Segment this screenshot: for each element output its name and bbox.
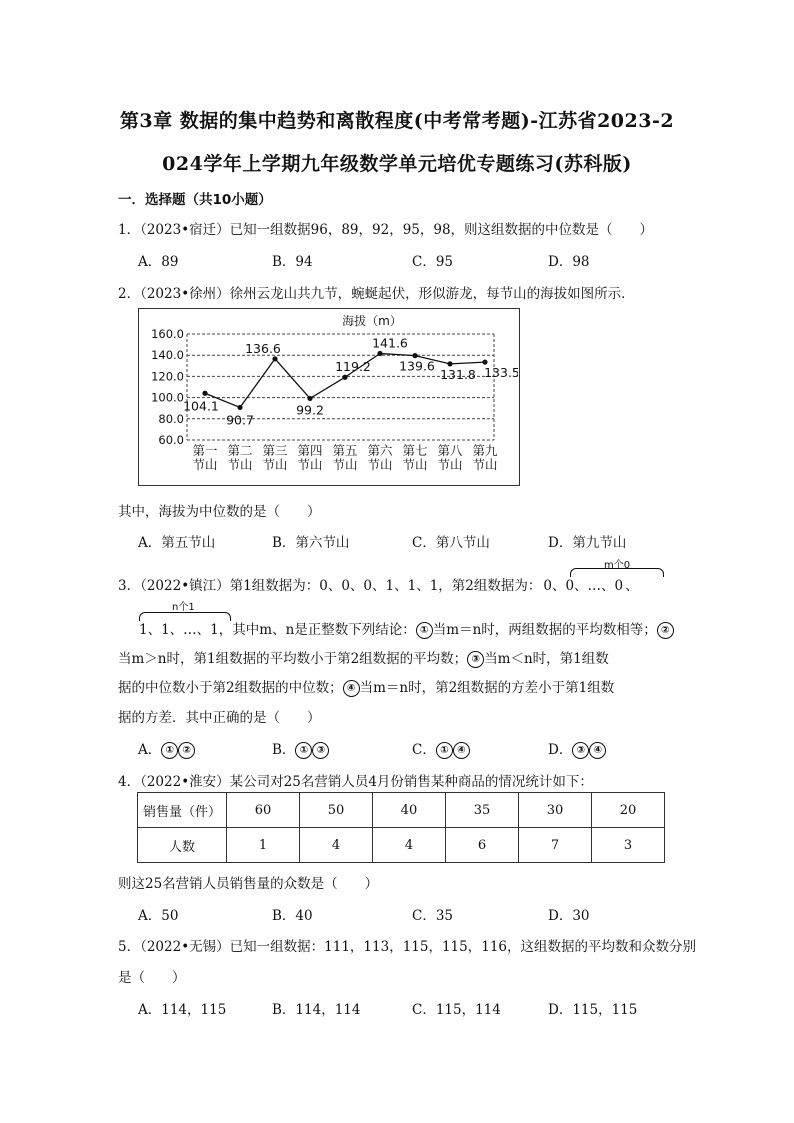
q1-option-b: B．94 xyxy=(272,254,313,270)
x-tick-label: 第一节山 xyxy=(192,443,218,472)
q4-option-d: D．30 xyxy=(548,908,590,924)
chart-title: 海拔（m） xyxy=(342,314,402,328)
q3-intro-text: 3．（2022•镇江）第1组数据为：0、0、0、1、1、1，第2组数据为： xyxy=(118,578,542,594)
sales-table xyxy=(137,792,665,863)
q5-option-d: D．115，115 xyxy=(548,1002,638,1018)
data-point xyxy=(482,359,487,364)
statement-2-text: 当m＞n时，第1组数据的平均数小于第2组数据的平均数； xyxy=(118,651,468,667)
y-tick-label: 120.0 xyxy=(151,369,184,384)
x-tick-label: 第七节山 xyxy=(402,443,428,472)
x-tick-label: 第五节山 xyxy=(332,443,358,472)
q5-option-a: A．114，115 xyxy=(138,1002,227,1018)
q4-option-a: A．50 xyxy=(138,908,179,924)
question-5-stem: 5．（2022•无锡）已知一组数据：111，113，115，115，116，这组数据的平均数和众数分别 xyxy=(118,939,696,955)
table-cell: 40 xyxy=(373,793,446,828)
question-4-stem: 4．（2022•淮安）某公司对25名营销人员4月份销售某种商品的情况统计如下： xyxy=(118,774,593,790)
question-3-line-3 xyxy=(118,647,609,668)
data-point xyxy=(272,356,277,361)
y-tick-label: 80.0 xyxy=(158,411,184,426)
table-row xyxy=(138,828,665,863)
data-point xyxy=(377,351,382,356)
y-tick-label: 140.0 xyxy=(151,348,184,363)
q2-option-c: C．第八节山 xyxy=(412,535,490,551)
q2-option-a: A．第五节山 xyxy=(138,535,216,551)
elevation-line-chart xyxy=(138,308,520,486)
data-point xyxy=(447,361,452,366)
x-tick-label: 第二节山 xyxy=(227,443,253,472)
statement-3-text-cont: 据的中位数小于第2组数据的中位数； xyxy=(118,680,343,696)
table-cell: 6 xyxy=(446,828,519,863)
data-point xyxy=(342,375,347,380)
statement-4-text: 当m＝n时，第2组数据的方差小于第1组数 xyxy=(359,680,615,696)
y-tick-label: 100.0 xyxy=(151,390,184,405)
q5-option-b: B．114，114 xyxy=(272,1002,361,1018)
question-3-line-2 xyxy=(139,618,674,639)
statement-3-text: 当m＜n时，第1组数 xyxy=(484,651,609,667)
data-label: 119.2 xyxy=(335,359,371,375)
table-header-cell: 人数 xyxy=(138,828,227,863)
x-tick-label: 第八节山 xyxy=(437,443,463,472)
table-cell: 20 xyxy=(592,793,665,828)
table-cell: 35 xyxy=(446,793,519,828)
data-point xyxy=(202,391,207,396)
question-2-prompt: 其中，海拔为中位数的是（ ） xyxy=(118,504,321,520)
document-title-line-2: 024学年上学期九年级数学单元培优专题练习(苏科版) xyxy=(162,153,632,175)
q2-option-b: B．第六节山 xyxy=(272,535,350,551)
data-label: 141.6 xyxy=(372,335,408,351)
table-cell: 4 xyxy=(300,828,373,863)
q3-group2-zeros: 0、0、…、0 xyxy=(543,578,624,594)
data-label: 90.7 xyxy=(226,412,254,428)
brace-m-label: m个0 xyxy=(604,560,631,571)
q3-option-a: A． ① ② xyxy=(138,738,195,759)
y-tick-label: 160.0 xyxy=(151,327,184,341)
data-label: 104.1 xyxy=(183,398,219,414)
q2-option-d: D．第九节山 xyxy=(548,535,627,551)
table-cell: 60 xyxy=(227,793,300,828)
q3-option-c: C． ① ④ xyxy=(412,738,470,759)
q5-option-c: C．115，114 xyxy=(412,1002,501,1018)
q3-separator: 、 xyxy=(625,578,639,594)
question-5-stem-cont: 是（ ） xyxy=(118,970,186,986)
data-label: 139.6 xyxy=(399,358,435,374)
table-header-cell: 销售量（件） xyxy=(138,793,227,828)
x-tick-label: 第六节山 xyxy=(367,443,393,472)
data-label: 99.2 xyxy=(296,402,324,418)
section-heading: 一．选择题（共10小题） xyxy=(118,192,272,208)
table-cell: 1 xyxy=(227,828,300,863)
table-cell: 50 xyxy=(300,793,373,828)
question-1-stem: 1．（2023•宿迁）已知一组数据96，89，92，95，98，则这组数据的中位数是（ ） xyxy=(118,222,654,238)
question-3-line-4 xyxy=(118,676,614,697)
statement-2-marker: ② xyxy=(657,622,674,639)
x-tick-label: 第三节山 xyxy=(262,443,288,472)
question-3-line-1 xyxy=(118,574,639,594)
question-3-line-5: 据的方差．其中正确的是（ ） xyxy=(118,710,321,726)
y-tick-label: 60.0 xyxy=(158,433,184,447)
table-cell: 4 xyxy=(373,828,446,863)
data-point xyxy=(307,396,312,401)
table-cell: 7 xyxy=(519,828,592,863)
table-row xyxy=(138,793,665,828)
table-cell: 3 xyxy=(592,828,665,863)
data-label: 133.5 xyxy=(484,365,518,381)
document-title-line-1: 第3章 数据的集中趋势和离散程度(中考常考题)-江苏省2023-2 xyxy=(119,110,675,132)
q3-option-d: D． ③ ④ xyxy=(548,738,606,759)
data-point xyxy=(412,353,417,358)
statement-1-marker: ① xyxy=(416,622,433,639)
statement-3-marker: ③ xyxy=(467,651,484,668)
x-tick-label: 第四节山 xyxy=(297,443,323,472)
chart-svg xyxy=(139,309,518,484)
question-2-stem: 2．（2023•徐州）徐州云龙山共九节，蜿蜒起伏，形似游龙，每节山的海拔如图所示． xyxy=(118,286,635,302)
brace-n-label: n个1 xyxy=(172,602,195,613)
q4-option-b: B．40 xyxy=(272,908,313,924)
statement-1-text: 当m＝n时，两组数据的平均数相等； xyxy=(432,622,657,638)
q3-group2-ones: 1、1、…、1 xyxy=(139,622,219,638)
table-cell: 30 xyxy=(519,793,592,828)
q1-option-c: C．95 xyxy=(412,254,454,270)
question-4-prompt: 则这25名营销人员销售量的众数是（ ） xyxy=(118,876,379,892)
q4-option-c: C．35 xyxy=(412,908,454,924)
data-label: 136.6 xyxy=(245,340,281,356)
x-tick-label: 第九节山 xyxy=(472,443,498,472)
q1-option-d: D．98 xyxy=(548,254,590,270)
q3-conditions-intro: ，其中m、n是正整数下列结论： xyxy=(218,622,416,638)
statement-4-marker: ④ xyxy=(343,680,360,697)
q3-option-b: B． ① ③ xyxy=(272,738,329,759)
data-point xyxy=(237,405,242,410)
q1-option-a: A．89 xyxy=(138,254,179,270)
data-label: 131.8 xyxy=(440,366,476,382)
